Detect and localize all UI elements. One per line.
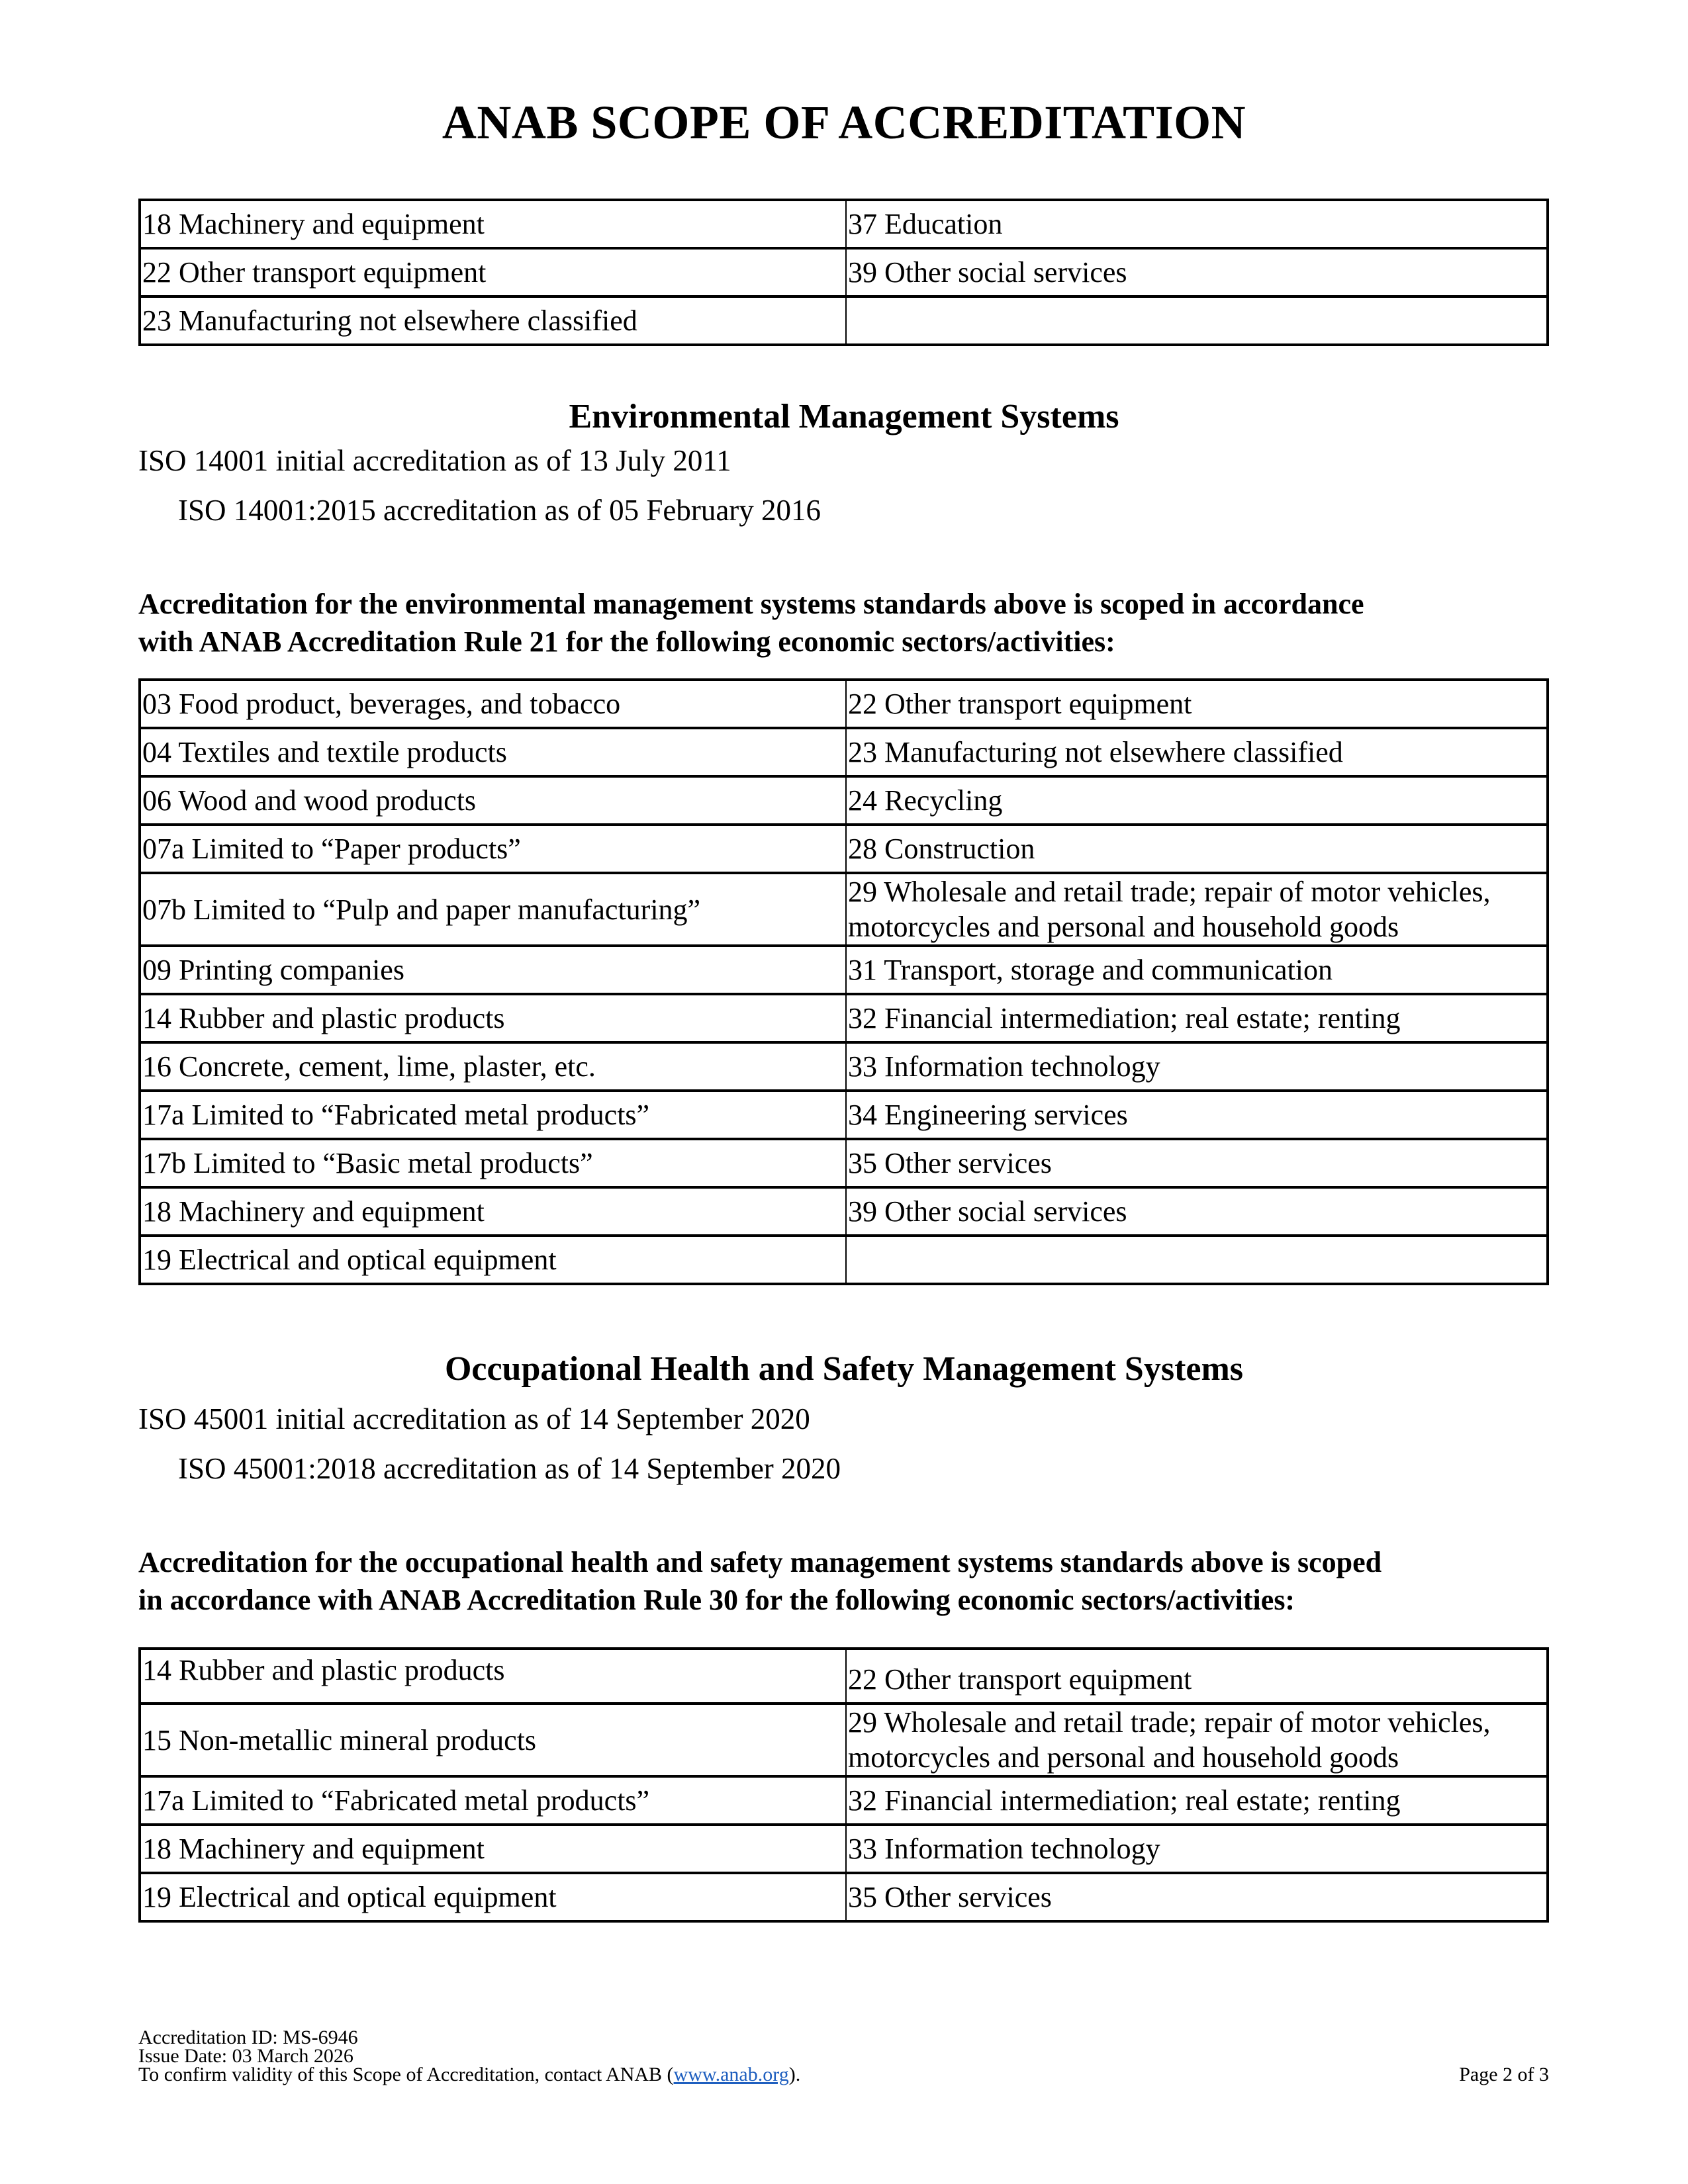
sector-cell: 23 Manufacturing not elsewhere classified <box>846 728 1548 776</box>
sector-cell: 18 Machinery and equipment <box>140 1187 846 1236</box>
sector-cell: 32 Financial intermediation; real estate; renting <box>846 1776 1548 1825</box>
scope-line: with ANAB Accreditation Rule 21 for the following economic sectors/activities: <box>138 625 1115 658</box>
sector-cell: 14 Rubber and plastic products <box>140 994 846 1042</box>
sector-cell: 17b Limited to “Basic metal products” <box>140 1139 846 1187</box>
environmental-heading: Environmental Management Systems <box>569 398 1119 435</box>
table-row <box>140 248 1548 296</box>
table-row <box>140 680 1548 728</box>
sector-cell <box>846 296 1548 345</box>
sector-cell: 33 Information technology <box>846 1042 1548 1091</box>
table-row <box>140 1236 1548 1284</box>
table-row <box>140 1873 1548 1921</box>
sector-cell: 29 Wholesale and retail trade; repair of motor vehicles, motorcycles and personal and household goods <box>846 873 1548 946</box>
validity-notice <box>138 2065 800 2084</box>
table-row <box>140 994 1548 1042</box>
scope-line: in accordance with ANAB Accreditation Rule 30 for the following economic sectors/activities: <box>138 1584 1295 1616</box>
table-row <box>140 946 1548 994</box>
table-row <box>140 1776 1548 1825</box>
sector-cell: 39 Other social services <box>846 1187 1548 1236</box>
sector-cell: 24 Recycling <box>846 776 1548 825</box>
table-row <box>140 728 1548 776</box>
sector-cell: 28 Construction <box>846 825 1548 873</box>
sector-cell: 39 Other social services <box>846 248 1548 296</box>
validity-text-prefix: To confirm validity of this Scope of Accreditation, contact ANAB ( <box>138 2064 674 2085</box>
table-row <box>140 1649 1548 1704</box>
sector-cell: 19 Electrical and optical equipment <box>140 1873 846 1921</box>
sector-cell: 18 Machinery and equipment <box>140 1825 846 1873</box>
sector-cell: 19 Electrical and optical equipment <box>140 1236 846 1284</box>
sector-cell: 37 Education <box>846 200 1548 248</box>
table-row <box>140 1825 1548 1873</box>
sector-cell: 16 Concrete, cement, lime, plaster, etc. <box>140 1042 846 1091</box>
continued-sectors-table <box>138 199 1549 346</box>
table-row <box>140 1091 1548 1139</box>
sector-cell: 35 Other services <box>846 1873 1548 1921</box>
scope-line: Accreditation for the occupational health and safety management systems standards above is scoped <box>138 1546 1382 1578</box>
sector-cell: 15 Non-metallic mineral products <box>140 1704 846 1776</box>
table-row <box>140 1139 1548 1187</box>
environmental-scope-statement <box>138 585 1555 660</box>
iso-45001-initial: ISO 45001 initial accreditation as of 14 September 2020 <box>138 1402 810 1435</box>
environmental-sectors-table <box>138 678 1549 1285</box>
accreditation-id: Accreditation ID: MS-6946 <box>138 2026 358 2048</box>
sector-cell: 35 Other services <box>846 1139 1548 1187</box>
sector-cell <box>846 1236 1548 1284</box>
sector-cell: 29 Wholesale and retail trade; repair of motor vehicles, motorcycles and personal and household goods <box>846 1704 1548 1776</box>
scope-line: Accreditation for the environmental management systems standards above is scoped in accordance <box>138 588 1364 620</box>
iso-14001-current: ISO 14001:2015 accreditation as of 05 February 2016 <box>178 494 821 527</box>
iso-45001-current: ISO 45001:2018 accreditation as of 14 September 2020 <box>178 1452 841 1485</box>
document-title: ANAB SCOPE OF ACCREDITATION <box>442 96 1246 149</box>
sector-cell: 31 Transport, storage and communication <box>846 946 1548 994</box>
table-row <box>140 825 1548 873</box>
sector-cell: 22 Other transport equipment <box>846 680 1548 728</box>
sector-cell: 03 Food product, beverages, and tobacco <box>140 680 846 728</box>
sector-cell: 18 Machinery and equipment <box>140 200 846 248</box>
sector-cell: 22 Other transport equipment <box>140 248 846 296</box>
table-row <box>140 1187 1548 1236</box>
ohs-sectors-table <box>138 1647 1549 1923</box>
sector-cell: 07a Limited to “Paper products” <box>140 825 846 873</box>
sector-cell: 22 Other transport equipment <box>846 1649 1548 1704</box>
issue-date: Issue Date: 03 March 2026 <box>138 2045 353 2067</box>
sector-cell: 32 Financial intermediation; real estate; renting <box>846 994 1548 1042</box>
sector-cell: 14 Rubber and plastic products <box>140 1649 846 1704</box>
iso-14001-initial: ISO 14001 initial accreditation as of 13 July 2011 <box>138 444 731 477</box>
sector-cell: 17a Limited to “Fabricated metal products” <box>140 1091 846 1139</box>
table-row <box>140 776 1548 825</box>
table-row <box>140 200 1548 248</box>
sector-cell: 17a Limited to “Fabricated metal products” <box>140 1776 846 1825</box>
validity-text-suffix: ). <box>788 2064 801 2085</box>
table-row <box>140 296 1548 345</box>
table-row <box>140 1704 1548 1776</box>
sector-cell: 04 Textiles and textile products <box>140 728 846 776</box>
sector-cell: 07b Limited to “Pulp and paper manufacturing” <box>140 873 846 946</box>
page-number: Page 2 of 3 <box>1459 2064 1549 2085</box>
sector-cell: 33 Information technology <box>846 1825 1548 1873</box>
sector-cell: 06 Wood and wood products <box>140 776 846 825</box>
table-row <box>140 873 1548 946</box>
anab-website-link[interactable]: www.anab.org <box>673 2064 789 2085</box>
ohs-heading: Occupational Health and Safety Management Systems <box>444 1350 1244 1388</box>
table-row <box>140 1042 1548 1091</box>
sector-cell: 23 Manufacturing not elsewhere classified <box>140 296 846 345</box>
sector-cell: 09 Printing companies <box>140 946 846 994</box>
sector-cell: 34 Engineering services <box>846 1091 1548 1139</box>
ohs-scope-statement <box>138 1543 1555 1619</box>
